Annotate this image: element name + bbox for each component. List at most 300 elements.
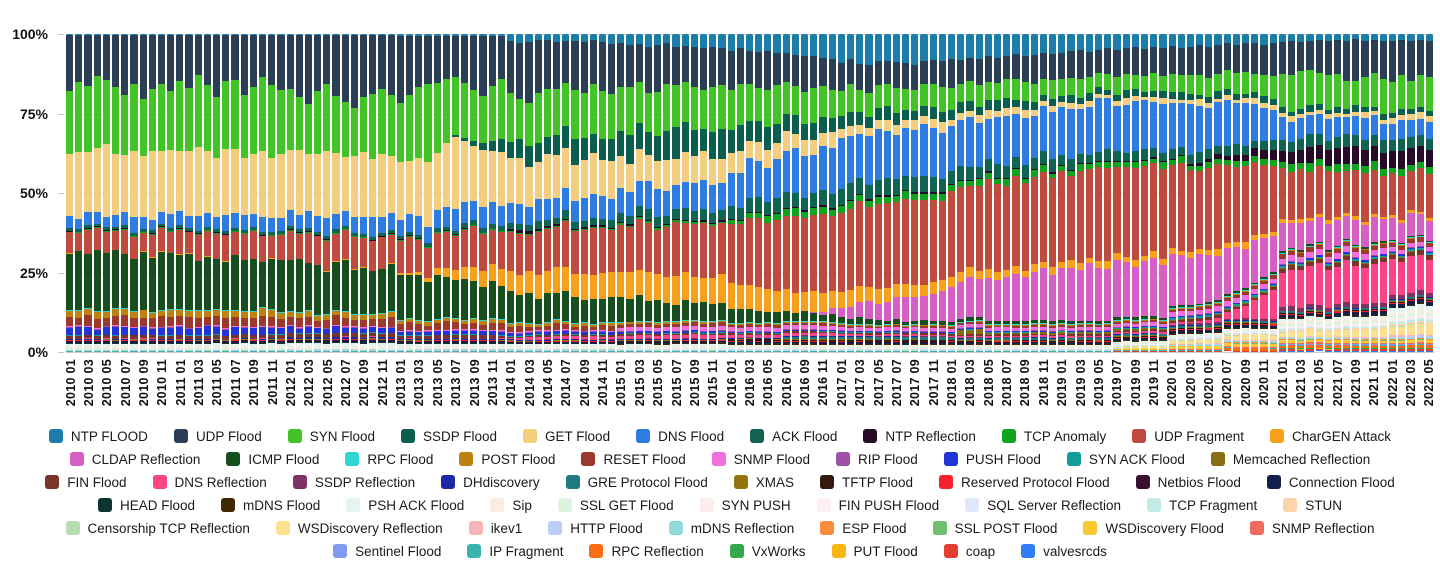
bar-segment [112,35,119,87]
bar-month [360,34,367,352]
bar-segment [112,250,119,308]
y-axis-label: 50% [19,185,48,201]
bar-segment [479,150,486,207]
bar-segment [755,161,762,197]
bar-segment [911,285,918,298]
bar-segment [103,318,110,326]
bar-segment [865,136,872,185]
bar-segment [415,216,422,235]
bar-segment [498,206,505,226]
bar-segment [626,216,633,224]
bar-segment [1077,79,1084,98]
bar-segment [948,277,955,287]
bar-segment [498,139,505,152]
bar-segment [847,183,854,200]
bar-segment [452,36,459,77]
bar-segment [167,351,174,352]
bar-segment [884,302,891,321]
bar-segment [875,180,882,195]
bar-segment [893,284,900,297]
bar-segment [718,274,725,303]
bar-segment [865,351,872,352]
bar-segment [764,216,771,223]
bar-segment [1095,50,1102,74]
bar-segment [599,299,606,322]
bar-segment [755,218,762,287]
bar-segment [140,310,147,318]
bar-segment [856,351,863,352]
bar-segment [682,34,689,46]
bar-segment [1012,274,1019,321]
bar-segment [434,36,441,83]
bar-segment [452,270,459,280]
bar-segment [342,260,349,311]
bar-segment [1132,267,1139,318]
bar-segment [645,351,652,352]
bar-month [1049,34,1056,352]
bar-segment [158,316,165,326]
bar-segment [1159,169,1166,259]
bar-month [470,34,477,352]
bar-segment [259,217,266,232]
bar-segment [323,241,330,271]
bar-segment [94,312,101,319]
bar-segment [773,53,780,85]
bar-segment [213,234,220,259]
bar-segment [636,351,643,352]
bar-segment [792,193,799,207]
bar-month [893,34,900,352]
bar-segment [590,218,597,226]
bar-segment [121,254,128,308]
bar-segment [388,351,395,352]
bar-segment [682,46,689,82]
bar-segment [911,351,918,352]
bar-segment [829,314,836,322]
bar-segment [525,42,532,103]
bar-segment [764,312,771,322]
bar-segment [1022,101,1029,110]
bar-month [378,34,385,352]
bar-segment [865,93,872,118]
bar-month [1012,34,1019,352]
bar-segment [985,119,992,159]
bar-segment [1141,49,1148,76]
bar-month [121,34,128,352]
bar-segment [332,262,339,310]
bar-segment [682,82,689,122]
bar-segment [902,284,909,298]
bar-segment [709,34,716,47]
bar-segment [1040,151,1047,164]
bar-segment [268,218,275,232]
bar-segment [544,271,551,293]
bar-segment [801,351,808,352]
bar-segment [314,216,321,232]
bar-month [1132,34,1139,352]
bar-month [829,34,836,352]
bar-segment [1012,157,1019,168]
bar-segment [103,35,110,80]
bar-month [976,34,983,352]
bar-segment [1159,265,1166,318]
bar-segment [865,185,872,199]
bar-segment [994,351,1001,352]
bar-month [994,34,1001,352]
bar-segment [1095,167,1102,261]
bar-segment [994,34,1001,58]
bar-month [479,34,486,352]
bar-segment [369,351,376,352]
bar-segment [819,86,826,117]
bar-segment [966,117,973,167]
bar-segment [976,34,983,59]
bar-segment [654,217,661,226]
bar-segment [1012,100,1019,108]
bar-month [590,34,597,352]
bar-segment [911,90,918,110]
bar-segment [479,287,486,321]
bar-segment [287,150,294,210]
bar-segment [682,272,689,300]
bar-segment [1058,171,1065,262]
bar-segment [856,201,863,286]
bar-month [84,34,91,352]
bar-segment [553,227,560,267]
bar-segment [608,199,615,220]
bar-segment [976,167,983,178]
bar-segment [645,34,652,47]
bar-segment [158,328,165,335]
bar-segment [957,272,964,283]
bar-segment [369,159,376,217]
bar-segment [470,201,477,220]
bar-segment [746,141,753,158]
bar-segment [581,198,588,220]
bar-segment [222,35,229,81]
bar-segment [829,132,836,148]
bar-segment [222,215,229,231]
bar-month [608,34,615,352]
bar-segment [700,302,707,321]
bar-segment [544,40,551,88]
y-axis-label: 0% [27,344,48,360]
bar-segment [847,290,854,307]
bar-segment [728,224,735,283]
bar-segment [700,351,707,352]
bar-segment [424,227,431,243]
y-tick [58,352,64,353]
bar-segment [1067,260,1074,268]
bar-month [1159,34,1166,352]
bar-segment [930,351,937,352]
bar-segment [130,259,137,311]
bar-segment [645,132,652,155]
bar-segment [893,34,900,62]
bar-segment [516,204,523,224]
bar-segment [691,351,698,352]
bar-segment [608,34,615,44]
bar-segment [1086,52,1093,78]
bar-month [1077,34,1084,352]
bar-segment [167,317,174,326]
bar-segment [571,41,578,90]
bar-segment [1022,82,1029,101]
bar-segment [424,36,431,85]
bar-segment [718,351,725,352]
bar-segment [773,312,780,323]
bar-segment [424,84,431,162]
bar-segment [259,151,266,217]
bar-segment [415,87,422,158]
bar-segment [66,154,73,216]
bar-month [516,34,523,352]
bar-segment [783,311,790,321]
bar-segment [1169,46,1176,74]
bar-segment [461,36,468,84]
bar-segment [1150,102,1157,147]
bar-segment [1031,272,1038,320]
bar-segment [66,35,73,91]
bar-segment [920,176,927,193]
bar-month [1123,34,1130,352]
bar-segment [507,41,514,93]
bar-segment [819,293,826,312]
bar-segment [84,86,91,152]
bar-segment [930,119,937,128]
bar-segment [323,272,330,315]
bar-segment [452,322,459,329]
bar-segment [562,41,569,83]
bar-segment [544,229,551,271]
bar-segment [773,351,780,352]
bar-segment [66,216,73,228]
bar-segment [948,126,955,171]
bar-month [1040,34,1047,352]
bar-segment [700,34,707,48]
bar-segment [764,150,771,168]
bar-segment [865,301,872,320]
bar-month [654,34,661,352]
bar-segment [305,211,312,228]
bar-segment [801,292,808,311]
bar-segment [581,230,588,275]
bar-month [663,34,670,352]
bar-segment [167,232,174,253]
bar-segment [1067,95,1074,103]
bar-segment [130,351,137,352]
bar-segment [654,161,661,189]
bar-month [571,34,578,352]
bar-segment [544,154,551,199]
bar-segment [939,112,946,123]
bar-segment [1077,34,1084,50]
bar-segment [856,125,863,134]
bar-segment [966,186,973,268]
bar-month [930,34,937,352]
bar-segment [645,209,652,220]
bar-segment [130,35,137,84]
bar-month [1141,34,1148,352]
bar-segment [636,206,643,216]
bar-segment [700,278,707,302]
bar-segment [728,90,735,130]
bar-segment [1003,166,1010,179]
bar-segment [84,212,91,226]
bar-month [1003,34,1010,352]
bar-segment [360,320,367,328]
bar-segment [930,60,937,84]
bar-segment [939,87,946,111]
bar-segment [819,351,826,352]
bar-month [305,34,312,352]
bar-segment [599,34,606,42]
bar-segment [544,89,551,137]
bar-segment [608,351,615,352]
bar-segment [672,159,679,185]
bar-segment [489,151,496,202]
bar-segment [994,58,1001,83]
bar-segment [737,125,744,151]
bar-segment [1132,151,1139,161]
bar-segment [893,297,900,319]
bar-segment [838,213,845,292]
bar-segment [875,204,882,288]
bar-segment [213,158,220,217]
bar-month [369,34,376,352]
bar-segment [415,158,422,216]
bar-segment [75,318,82,325]
bar-segment [764,168,771,201]
bar-segment [599,351,606,352]
bar-segment [452,137,459,209]
bar-segment [617,188,624,213]
bar-segment [865,207,872,287]
bar-segment [626,34,633,45]
bar-segment [1095,73,1102,87]
bar-segment [1113,34,1120,50]
bar-segment [287,317,294,325]
bar-segment [810,123,817,140]
bar-segment [498,286,505,319]
bar-segment [1058,351,1065,352]
bar-segment [397,275,404,320]
bar-segment [94,212,101,224]
bar-month [1022,34,1029,352]
bar-segment [1040,53,1047,79]
bar-segment [167,91,174,150]
bar-segment [213,35,220,97]
bar-segment [1012,79,1019,99]
bar-segment [948,171,955,184]
bar-segment [1003,116,1010,166]
bar-segment [939,133,946,179]
bar-segment [1003,277,1010,321]
bar-segment [856,34,863,64]
bar-segment [1031,102,1038,110]
bar-segment [571,90,578,139]
bar-segment [663,351,670,352]
bar-segment [94,76,101,149]
bar-segment [1040,34,1047,53]
bar-segment [1187,47,1194,75]
bar-segment [562,221,569,267]
bar-segment [966,277,973,318]
bar-segment [241,351,248,352]
bar-segment [323,84,330,151]
bar-segment [185,232,192,253]
bar-segment [525,293,532,324]
bar-segment [728,173,735,206]
bar-segment [1077,270,1084,321]
bar-segment [663,131,670,159]
bar-segment [1187,155,1194,164]
bar-segment [709,226,716,279]
bar-segment [1104,74,1111,90]
bar-segment [636,44,643,82]
bar-segment [1040,268,1047,319]
bar-segment [728,34,735,51]
bar-segment [443,268,450,276]
bar-segment [819,190,826,206]
bar-segment [1178,351,1185,352]
bar-segment [792,148,799,192]
bar-segment [985,100,992,109]
bar-segment [654,92,661,136]
bar-segment [525,167,532,207]
bar-segment [562,83,569,125]
bar-segment [443,321,450,329]
gridline [66,352,1434,353]
bar-segment [599,160,606,196]
bar-segment [1058,34,1065,53]
bar-month [865,34,872,352]
bar-month [507,34,514,352]
bar-segment [397,241,404,273]
bar-month [424,34,431,352]
bar-segment [617,87,624,131]
bar-segment [737,224,744,285]
bar-segment [1049,99,1056,107]
bar-segment [323,218,330,236]
bar-segment [902,191,909,199]
bar-segment [1169,254,1176,306]
bar-month [388,34,395,352]
bar-segment [461,83,468,137]
bar-segment [103,80,110,144]
bar-segment [865,128,872,136]
bar-segment [1067,78,1074,95]
bar-segment [388,235,395,264]
bar-segment [1123,74,1130,90]
bar-segment [103,232,110,253]
bar-segment [691,211,698,221]
bar-segment [1178,75,1185,92]
bar-segment [314,236,321,264]
bar-segment [507,158,514,204]
bar-segment [672,85,679,127]
bar-segment [130,217,137,232]
bar-segment [746,285,753,308]
bar-segment [314,91,321,153]
bar-segment [424,248,431,277]
bar-segment [626,164,633,193]
bar-segment [424,351,431,352]
bar-segment [985,56,992,82]
bar-segment [617,156,624,187]
bar-segment [755,351,762,352]
bar-segment [672,276,679,305]
